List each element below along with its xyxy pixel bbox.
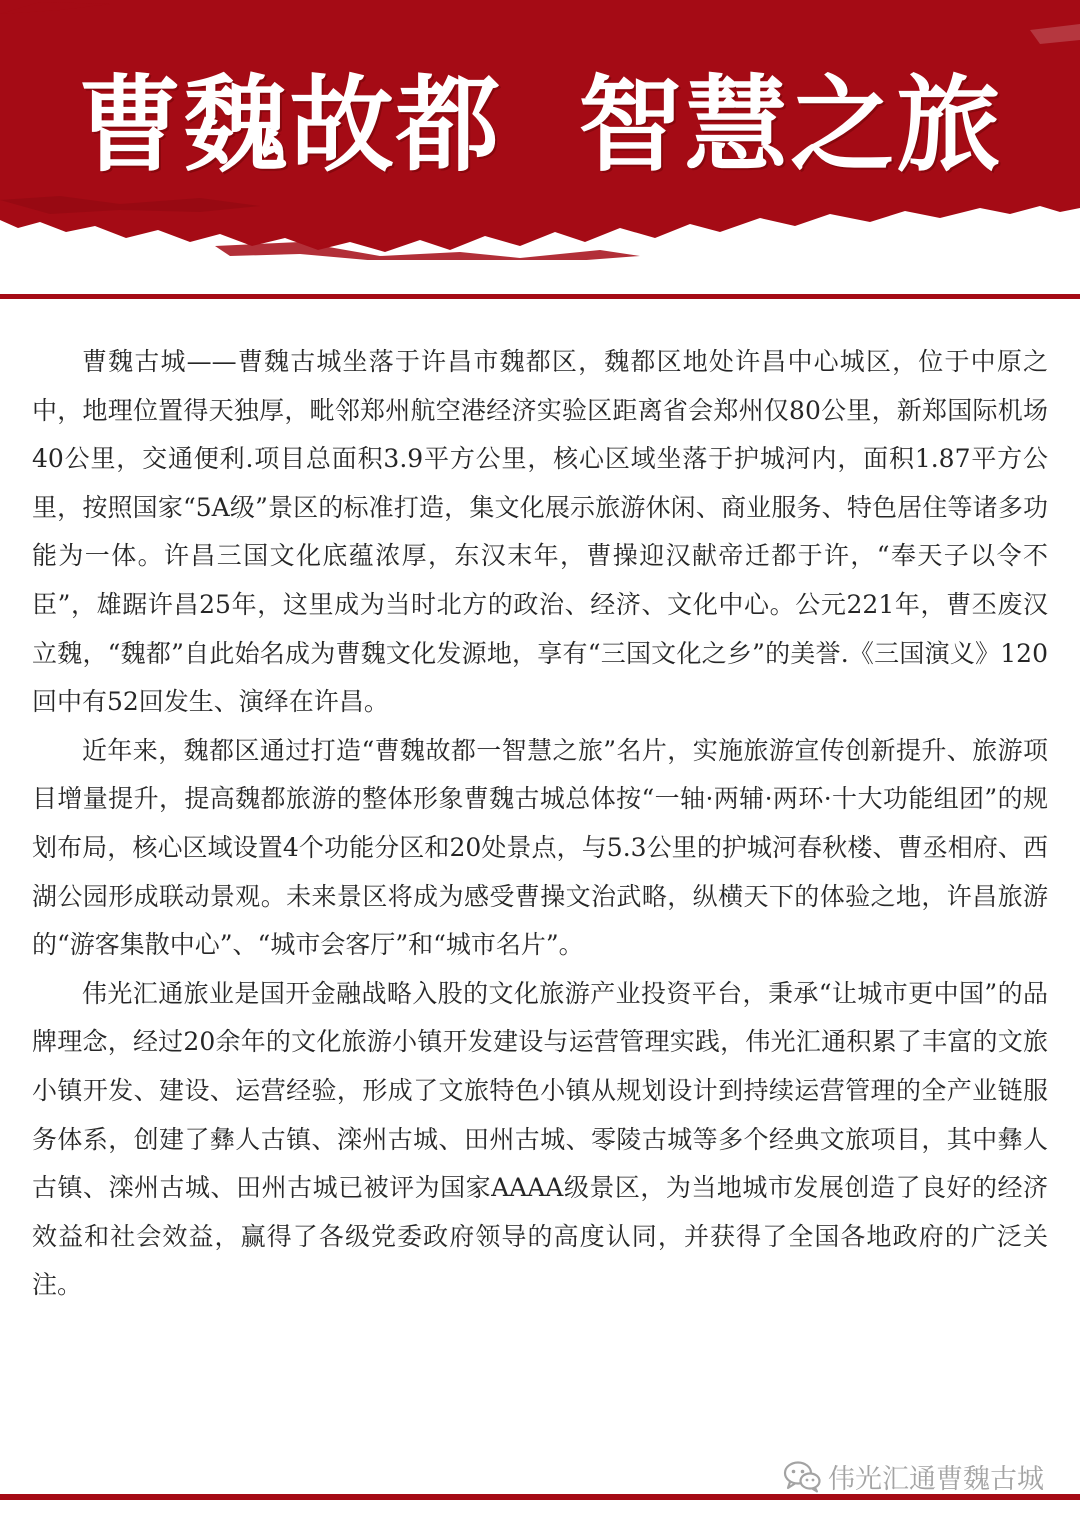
- watermark-text: 伟光汇通曹魏古城: [828, 1463, 1044, 1495]
- bottom-divider: [0, 1494, 1080, 1500]
- article-paragraph-3: 伟光汇通旅业是国开金融战略入股的文化旅游产业投资平台，秉承“让城市更中国”的品牌理念，经过20余年的文化旅游小镇开发建设与运营管理实践，伟光汇通积累了丰富的文旅小镇开发、建设、运营经验，形成了文旅特色小镇从规划设计到持续运营管理的全产业链服务体系，创建了彝人古镇、滦州古城、田州古城、零陵古城等多个经典文旅项目，其中彝人古镇、滦州古城、田州古城已被评为国家AAAA级景区，为当地城市发展创造了良好的经济效益和社会效益，赢得了各级党委政府领导的高度认同，并获得了全国各地政府的广泛关注。: [32, 978, 1048, 1300]
- article-paragraph-2: 近年来，魏都区通过打造“曹魏故都一智慧之旅”名片，实施旅游宣传创新提升、旅游项目增量提升，提高魏都旅游的整体形象曹魏古城总体按“一轴·两辅·两环·十大功能组团”的规划布局，核心区域设置4个功能分区和20处景点，与5.3公里的护城河春秋楼、曹丞相府、西湖公园形成联动景观。未来景区将成为感受曹操文治武略，纵横天下的体验之地，许昌旅游的“游客集散中心”、“城市会客厅”和“城市名片”。: [32, 735, 1048, 960]
- title-banner: [0, 0, 1080, 260]
- article-paragraph-1: 曹魏古城——曹魏古城坐落于许昌市魏都区，魏都区地处许昌中心城区，位于中原之中，地理位置得天独厚，毗邻郑州航空港经济实验区距离省会郑州仅80公里，新郑国际机场40公里，交通便利.项目总面积3.9平方公里，核心区域坐落于护城河内，面积1.87平方公里，按照国家“5A级”景区的标准打造，集文化展示旅游休闲、商业服务、特色居住等诸多功能为一体。许昌三国文化底蕴浓厚，东汉末年，曹操迎汉献帝迁都于许，“奉天子以令不臣”，雄踞许昌25年，这里成为当时北方的政治、经济、文化中心。公元221年，曹丕废汉立魏，“魏都”自此始名成为曹魏文化发源地，享有“三国文化之乡”的美誉.《三国演义》120回中有52回发生、演绎在许昌。: [32, 347, 1048, 717]
- wechat-watermark: [782, 1456, 1044, 1496]
- wechat-icon: [782, 1459, 822, 1493]
- article-body: [32, 338, 1048, 1310]
- banner-title: 曹魏故都 智慧之旅: [77, 63, 1003, 186]
- top-divider: [0, 294, 1080, 299]
